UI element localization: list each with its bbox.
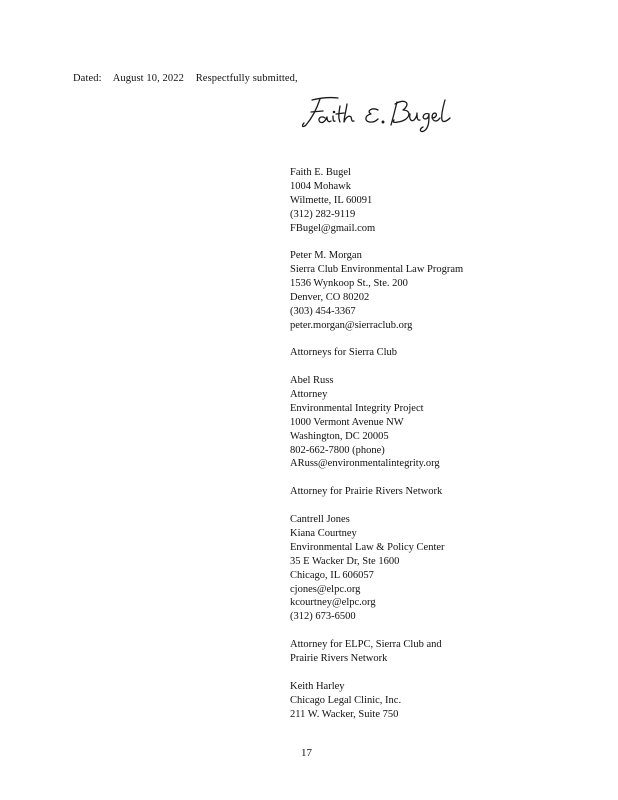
attorney-name: Cantrell Jones: [290, 514, 350, 525]
attorney-name: Abel Russ: [290, 375, 334, 386]
organization-name: Environmental Integrity Project: [290, 402, 424, 414]
handwritten-signature: [298, 92, 458, 134]
signature-block-morgan: [290, 249, 463, 332]
email-address: kcourtney@elpc.org: [290, 597, 376, 609]
city-state-zip: Chicago, IL 606057: [290, 569, 374, 581]
organization-name: Chicago Legal Clinic, Inc.: [290, 694, 402, 706]
email-address: FBugel@gmail.com: [290, 222, 376, 234]
email-address: cjones@elpc.org: [290, 583, 361, 595]
representation-line: Prairie Rivers Network: [290, 652, 388, 664]
representation-prairie-rivers: [290, 485, 442, 499]
dated-line: [73, 73, 307, 84]
attorney-name: Kiana Courtney: [290, 527, 357, 539]
representation-line: Attorneys for Sierra Club: [290, 347, 398, 358]
signature-block-elpc: [290, 513, 445, 624]
city-state-zip: Washington, DC 20005: [290, 430, 389, 442]
email-address: peter.morgan@sierraclub.org: [290, 319, 413, 331]
representation-line: Attorney for Prairie Rivers Network: [290, 486, 443, 497]
phone-number: (312) 673-6500: [290, 611, 356, 623]
street-address: 1004 Mohawk: [290, 180, 351, 192]
street-address: 35 E Wacker Dr, Ste 1600: [290, 555, 400, 567]
phone-number: (312) 282-9119: [290, 208, 356, 220]
representation-line: Attorney for ELPC, Sierra Club and: [290, 639, 442, 650]
closing-text: Respectfully submitted,: [195, 73, 298, 84]
phone-number: 802-662-7800 (phone): [290, 444, 385, 456]
organization-name: Environmental Law & Policy Center: [290, 541, 445, 553]
attorney-name: Faith E. Bugel: [290, 167, 351, 178]
organization-name: Sierra Club Environmental Law Program: [290, 263, 464, 275]
street-address: 1000 Vermont Avenue NW: [290, 416, 404, 428]
street-address: 1536 Wynkoop St., Ste. 200: [290, 277, 408, 289]
signature-block-bugel: [290, 166, 375, 236]
signature-block-harley: [290, 680, 401, 722]
city-state-zip: Denver, CO 80202: [290, 291, 370, 303]
phone-number: (303) 454-3367: [290, 305, 356, 317]
representation-sierra-club: [290, 346, 397, 360]
attorney-name: Peter M. Morgan: [290, 250, 362, 261]
city-state-zip: Wilmette, IL 60091: [290, 194, 373, 206]
email-address: ARuss@environmentalintegrity.org: [290, 458, 440, 470]
street-address: 211 W. Wacker, Suite 750: [290, 708, 399, 720]
dated-date: August 10, 2022: [112, 73, 184, 84]
page-number: 17: [301, 747, 312, 759]
attorney-title: Attorney: [290, 388, 328, 400]
attorney-name: Keith Harley: [290, 681, 345, 692]
representation-elpc: [290, 638, 442, 666]
signature-block-russ: [290, 374, 440, 471]
dated-label: Dated:: [73, 73, 102, 84]
